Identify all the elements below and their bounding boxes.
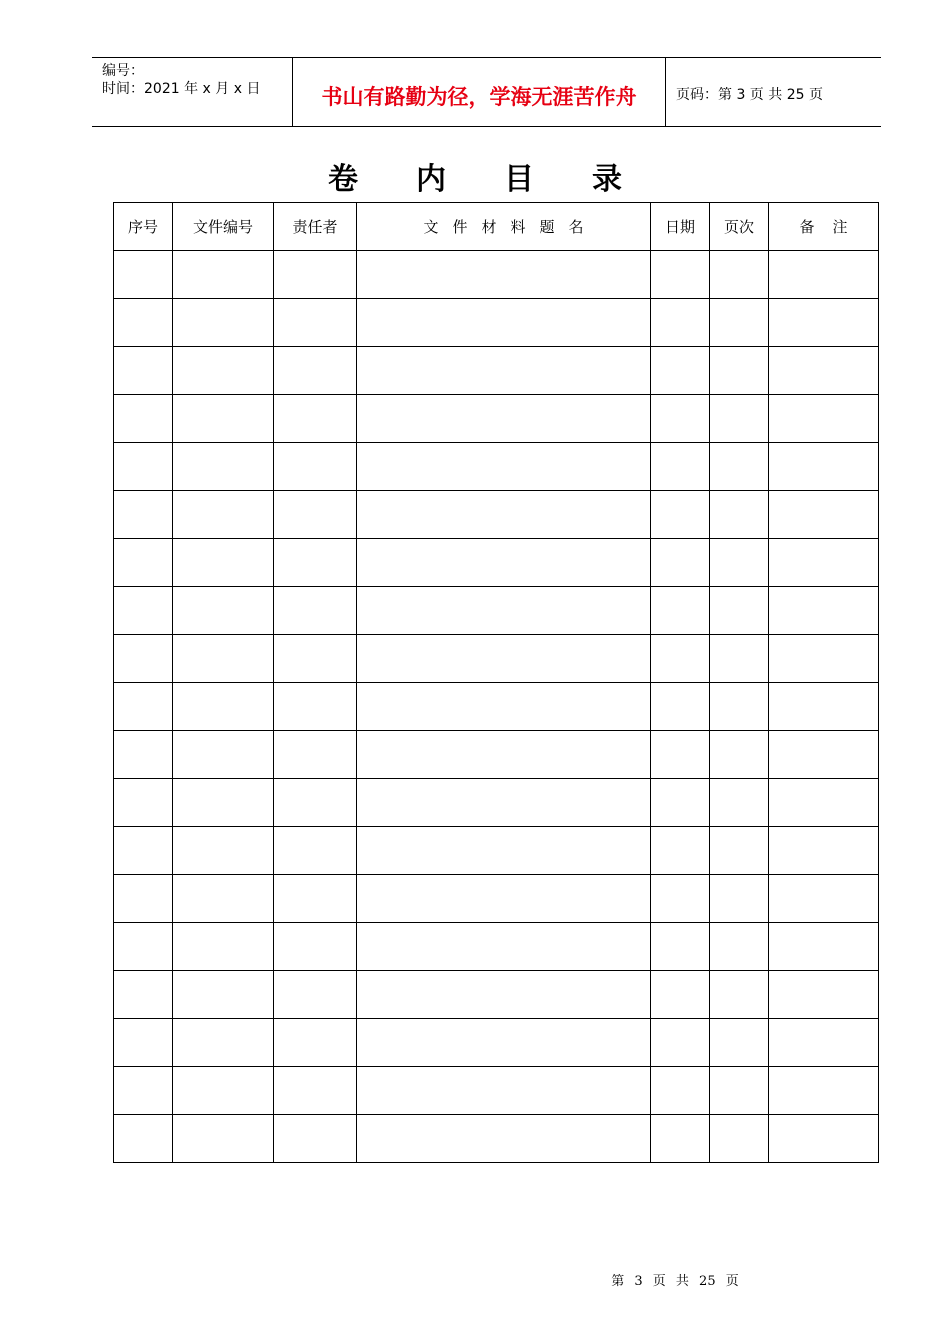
table-cell xyxy=(651,347,710,395)
table-cell xyxy=(173,683,274,731)
table-cell xyxy=(357,635,651,683)
table-cell xyxy=(710,875,769,923)
table-cell xyxy=(114,1115,173,1163)
table-cell xyxy=(114,1019,173,1067)
table-header-row xyxy=(114,203,879,251)
table-cell xyxy=(114,1067,173,1115)
table-cell xyxy=(357,827,651,875)
table-cell xyxy=(114,827,173,875)
table-cell xyxy=(769,923,879,971)
table-cell xyxy=(357,491,651,539)
table-cell xyxy=(114,971,173,1019)
table-cell xyxy=(114,539,173,587)
table-cell xyxy=(114,491,173,539)
page-title: 卷内目录 xyxy=(328,162,680,197)
time-line: 时间：2021 年 x 月 x 日 xyxy=(102,81,261,97)
table-cell xyxy=(173,971,274,1019)
table-cell xyxy=(651,971,710,1019)
table-cell xyxy=(769,587,879,635)
col-header-file-title: 文件材料题名 xyxy=(357,203,651,251)
table-cell xyxy=(710,347,769,395)
table-cell xyxy=(114,395,173,443)
table-row xyxy=(114,779,879,827)
page-code: 页码：第 3 页 共 25 页 xyxy=(676,87,823,103)
table-cell xyxy=(274,635,357,683)
motto-text: 书山有路勤为径，学海无涯苦作舟 xyxy=(321,85,637,109)
table-cell xyxy=(651,443,710,491)
table-cell xyxy=(769,251,879,299)
table-cell xyxy=(274,1019,357,1067)
table-row xyxy=(114,251,879,299)
header-info-cell xyxy=(92,58,293,126)
table-row xyxy=(114,491,879,539)
table-cell xyxy=(710,1019,769,1067)
table-row xyxy=(114,731,879,779)
table-cell xyxy=(173,779,274,827)
table-cell xyxy=(710,1067,769,1115)
table-cell xyxy=(769,875,879,923)
table-cell xyxy=(173,827,274,875)
table-cell xyxy=(769,827,879,875)
table-cell xyxy=(710,1115,769,1163)
table-cell xyxy=(114,299,173,347)
table-cell xyxy=(274,827,357,875)
table-cell xyxy=(710,971,769,1019)
col-header-file-number: 文件编号 xyxy=(173,203,274,251)
table-cell xyxy=(173,539,274,587)
table-row xyxy=(114,587,879,635)
table-row xyxy=(114,971,879,1019)
table-cell xyxy=(769,635,879,683)
table-cell xyxy=(173,875,274,923)
catalog-table xyxy=(113,202,879,1163)
table-cell xyxy=(114,347,173,395)
table-cell xyxy=(357,347,651,395)
table-cell xyxy=(357,1067,651,1115)
table-cell xyxy=(274,875,357,923)
table-cell xyxy=(173,299,274,347)
table-cell xyxy=(274,971,357,1019)
table-cell xyxy=(274,443,357,491)
table-cell xyxy=(357,395,651,443)
table-cell xyxy=(274,299,357,347)
table-row xyxy=(114,683,879,731)
table-cell xyxy=(173,1019,274,1067)
table-cell xyxy=(710,779,769,827)
table-cell xyxy=(173,491,274,539)
page-header xyxy=(92,57,881,127)
table-cell xyxy=(357,875,651,923)
table-cell xyxy=(274,539,357,587)
table-row xyxy=(114,827,879,875)
table-cell xyxy=(357,779,651,827)
table-cell xyxy=(651,875,710,923)
table-cell xyxy=(274,395,357,443)
table-body xyxy=(114,251,879,1163)
table-cell xyxy=(710,539,769,587)
table-cell xyxy=(173,587,274,635)
table-cell xyxy=(274,923,357,971)
table-row xyxy=(114,347,879,395)
table-cell xyxy=(769,1019,879,1067)
table-cell xyxy=(769,971,879,1019)
table-row xyxy=(114,395,879,443)
table-cell xyxy=(114,683,173,731)
table-cell xyxy=(173,443,274,491)
table-cell xyxy=(769,491,879,539)
table-cell xyxy=(357,539,651,587)
header-page-cell xyxy=(666,58,881,126)
table-cell xyxy=(769,299,879,347)
table-cell xyxy=(769,347,879,395)
table-cell xyxy=(769,395,879,443)
col-header-remarks: 备注 xyxy=(769,203,879,251)
table-cell xyxy=(651,635,710,683)
table-cell xyxy=(710,443,769,491)
table-cell xyxy=(173,923,274,971)
table-row xyxy=(114,299,879,347)
table-cell xyxy=(114,779,173,827)
col-header-index: 序号 xyxy=(114,203,173,251)
header-motto-cell xyxy=(293,58,666,126)
table-cell xyxy=(274,1115,357,1163)
table-cell xyxy=(357,683,651,731)
table-cell xyxy=(651,539,710,587)
table-cell xyxy=(651,251,710,299)
table-cell xyxy=(651,923,710,971)
table-cell xyxy=(769,443,879,491)
table-cell xyxy=(357,443,651,491)
table-cell xyxy=(651,779,710,827)
table-cell xyxy=(173,635,274,683)
table-cell xyxy=(651,299,710,347)
table-cell xyxy=(710,251,769,299)
table-cell xyxy=(173,731,274,779)
table-cell xyxy=(274,683,357,731)
table-cell xyxy=(769,1115,879,1163)
table-cell xyxy=(710,923,769,971)
table-cell xyxy=(651,1019,710,1067)
table-cell xyxy=(710,827,769,875)
table-cell xyxy=(173,251,274,299)
table-cell xyxy=(651,395,710,443)
table-cell xyxy=(651,491,710,539)
table-row xyxy=(114,443,879,491)
table-cell xyxy=(710,299,769,347)
table-cell xyxy=(173,1115,274,1163)
col-header-page: 页次 xyxy=(710,203,769,251)
table-cell xyxy=(274,1067,357,1115)
table-cell xyxy=(769,779,879,827)
table-cell xyxy=(710,491,769,539)
table-cell xyxy=(274,347,357,395)
table-cell xyxy=(173,395,274,443)
table-cell xyxy=(114,251,173,299)
page-footer: 第 3 页 共 25 页 xyxy=(611,1274,739,1289)
table-row xyxy=(114,1067,879,1115)
table-row xyxy=(114,923,879,971)
table-cell xyxy=(651,827,710,875)
table-cell xyxy=(357,1115,651,1163)
table-cell xyxy=(274,251,357,299)
table-cell xyxy=(651,683,710,731)
table-cell xyxy=(651,1115,710,1163)
table-cell xyxy=(651,587,710,635)
table-row xyxy=(114,635,879,683)
table-cell xyxy=(357,971,651,1019)
table-cell xyxy=(769,1067,879,1115)
table-cell xyxy=(769,539,879,587)
table-cell xyxy=(173,1067,274,1115)
table-cell xyxy=(357,299,651,347)
table-row xyxy=(114,1115,879,1163)
table-cell xyxy=(710,395,769,443)
table-cell xyxy=(357,923,651,971)
table-cell xyxy=(114,875,173,923)
table-cell xyxy=(769,731,879,779)
table-cell xyxy=(274,587,357,635)
table-cell xyxy=(173,347,274,395)
table-row xyxy=(114,539,879,587)
table-cell xyxy=(710,587,769,635)
table-row xyxy=(114,1019,879,1067)
table-cell xyxy=(710,635,769,683)
table-cell xyxy=(114,587,173,635)
table-cell xyxy=(114,635,173,683)
table-cell xyxy=(274,491,357,539)
table-cell xyxy=(769,683,879,731)
table-cell xyxy=(357,251,651,299)
table-cell xyxy=(710,683,769,731)
table-row xyxy=(114,875,879,923)
col-header-date: 日期 xyxy=(651,203,710,251)
table-cell xyxy=(710,731,769,779)
number-label: 编号： xyxy=(102,63,144,79)
table-cell xyxy=(651,731,710,779)
table-cell xyxy=(114,923,173,971)
table-cell xyxy=(114,731,173,779)
table-cell xyxy=(274,731,357,779)
col-header-responsible: 责任者 xyxy=(274,203,357,251)
table-cell xyxy=(357,731,651,779)
table-cell xyxy=(357,1019,651,1067)
table-cell xyxy=(274,779,357,827)
table-cell xyxy=(114,443,173,491)
table-cell xyxy=(357,587,651,635)
table-cell xyxy=(651,1067,710,1115)
